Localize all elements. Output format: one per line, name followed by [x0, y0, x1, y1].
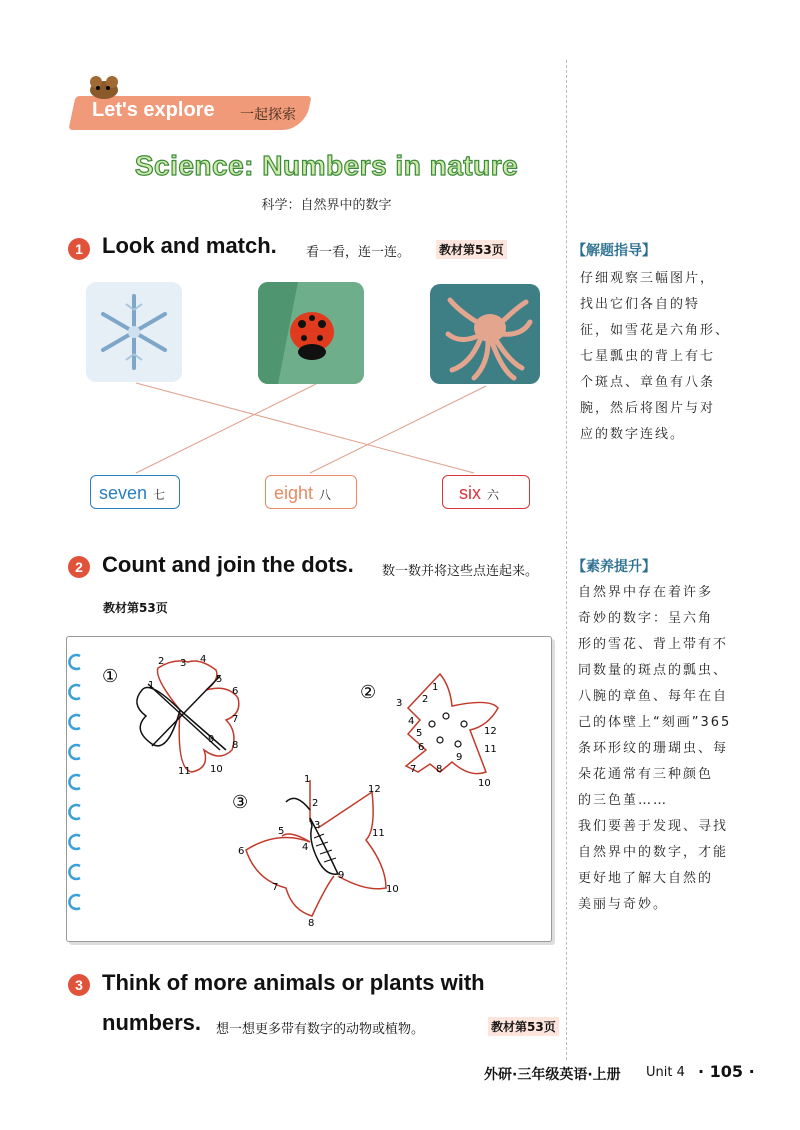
star-dot-12: 12 [484, 726, 497, 737]
guide-line: 个斑点、章鱼有八条 [580, 375, 716, 390]
clover-dot-3: 3 [180, 658, 187, 669]
butterfly-dot-10: 10 [386, 884, 399, 895]
star-dot-6: 6 [418, 742, 425, 753]
clover-dot-10: 10 [210, 764, 223, 775]
word-eight-en: eight [274, 483, 314, 503]
guide-line: 征，如雪花是六角形、 [580, 323, 731, 338]
question-3-title-line1: Think of more animals or plants with [102, 970, 485, 995]
literacy-line: 自然界中的数字，才能 [578, 845, 729, 860]
star-dot-11: 11 [484, 744, 497, 755]
clover-dot-11: 11 [178, 766, 191, 777]
star-dot-1: 1 [432, 682, 439, 693]
butterfly-dot-9: 9 [338, 870, 345, 881]
butterfly-dot-5: 5 [278, 826, 285, 837]
question-2-cn: 数一数并将这些点连起来。 [382, 564, 539, 579]
word-six-cn: 六 [487, 488, 500, 502]
literacy-line: 更好地了解大自然的 [578, 871, 714, 886]
literacy-line: 同数量的斑点的瓢虫、 [578, 663, 729, 678]
star-dot-7: 7 [410, 764, 417, 775]
guide-line: 七星瓢虫的背上有七 [580, 349, 716, 364]
butterfly-dot-11: 11 [372, 828, 385, 839]
page-number: · 105 · [698, 1062, 755, 1081]
literacy-line: 八腕的章鱼、每年在自 [578, 689, 729, 704]
literacy-line: 条环形纹的珊瑚虫、每 [578, 741, 729, 756]
butterfly-dot-8: 8 [308, 918, 315, 929]
question-3-cn: 想一想更多带有数字的动物或植物。 [216, 1022, 425, 1037]
butterfly-dot-puzzle [226, 770, 416, 930]
footer-unit: Unit 4 [646, 1065, 685, 1080]
literacy-line: 奇妙的数字：呈六角 [578, 611, 714, 626]
literacy-line: 我们要善于发现、寻找 [578, 819, 729, 834]
literacy-line: 的三色堇…… [578, 793, 669, 808]
butterfly-dot-1: 1 [304, 774, 311, 785]
clover-dot-2: 2 [158, 656, 165, 667]
clover-dot-puzzle [96, 650, 256, 780]
butterfly-dot-6: 6 [238, 846, 245, 857]
star-dot-10: 10 [478, 778, 491, 789]
butterfly-dot-12: 12 [368, 784, 381, 795]
clover-dot-9: 9 [208, 734, 215, 745]
word-six-en: six [459, 483, 481, 503]
word-seven-cn: 七 [153, 488, 166, 502]
star-dot-3: 3 [396, 698, 403, 709]
star-dot-9: 9 [456, 752, 463, 763]
guide-line: 应的数字连线。 [580, 427, 686, 442]
footer-book: 外研·三年级英语·上册 [484, 1067, 621, 1083]
guide-line: 腕，然后将图片与对 [580, 401, 716, 416]
clover-dot-7: 7 [232, 714, 239, 725]
literacy-line: 己的体壁上“刻画”365 [578, 715, 732, 730]
clover-dot-1: 1 [148, 680, 155, 691]
star-dot-4: 4 [408, 716, 415, 727]
sidebar-literacy-heading: 【素养提升】 [572, 559, 656, 575]
question-3-title-line2: numbers. [102, 1010, 202, 1035]
question-number-3: 3 [68, 974, 90, 996]
question-2-title: Count and join the dots. [102, 552, 354, 577]
word-box-six [442, 475, 530, 509]
section-title: Science: Numbers in nature [134, 150, 519, 181]
question-1-ref: 教材第53页 [436, 240, 507, 259]
banner-title: Let's explore [92, 99, 215, 121]
butterfly-dot-7: 7 [272, 882, 279, 893]
star-dot-8: 8 [436, 764, 443, 775]
section-subtitle: 科学：自然界中的数字 [261, 198, 392, 213]
question-number-1: 1 [68, 238, 90, 260]
star-dot-2: 2 [422, 694, 429, 705]
clover-dot-6: 6 [232, 686, 239, 697]
word-seven-en: seven [99, 483, 148, 503]
butterfly-label: ③ [232, 792, 249, 813]
butterfly-dot-2: 2 [312, 798, 319, 809]
word-box-seven [90, 475, 180, 509]
word-eight-cn: 八 [319, 488, 332, 502]
star-dot-5: 5 [416, 728, 423, 739]
clover-dot-5: 5 [216, 674, 223, 685]
literacy-line: 自然界中存在着许多 [578, 585, 714, 600]
sidebar-guide-text [580, 266, 735, 448]
literacy-line: 美丽与奇妙。 [578, 897, 669, 912]
word-box-eight [265, 475, 357, 509]
literacy-line: 朵花通常有三种颜色 [578, 767, 714, 782]
clover-dot-4: 4 [200, 654, 207, 665]
banner-subtitle: 一起探索 [240, 107, 296, 123]
question-number-2: 2 [68, 556, 90, 578]
clover-dot-8: 8 [232, 740, 239, 751]
butterfly-dot-4: 4 [302, 842, 309, 853]
notebook-rings-icon [60, 650, 90, 930]
question-1-title: Look and match. [102, 233, 277, 258]
literacy-line: 形的雪花、背上带有不 [578, 637, 729, 652]
star-label: ② [360, 682, 377, 703]
clover-label: ① [102, 666, 119, 687]
question-1-cn: 看一看，连一连。 [306, 245, 411, 260]
sidebar-guide-heading: 【解题指导】 [572, 243, 656, 259]
butterfly-dot-3: 3 [314, 820, 321, 831]
sidebar-literacy-text [578, 580, 733, 918]
guide-line: 找出它们各自的特 [580, 297, 701, 312]
question-2-ref: 教材第53页 [103, 601, 168, 615]
guide-line: 仔细观察三幅图片， [580, 271, 716, 286]
question-3-ref: 教材第53页 [488, 1017, 559, 1036]
